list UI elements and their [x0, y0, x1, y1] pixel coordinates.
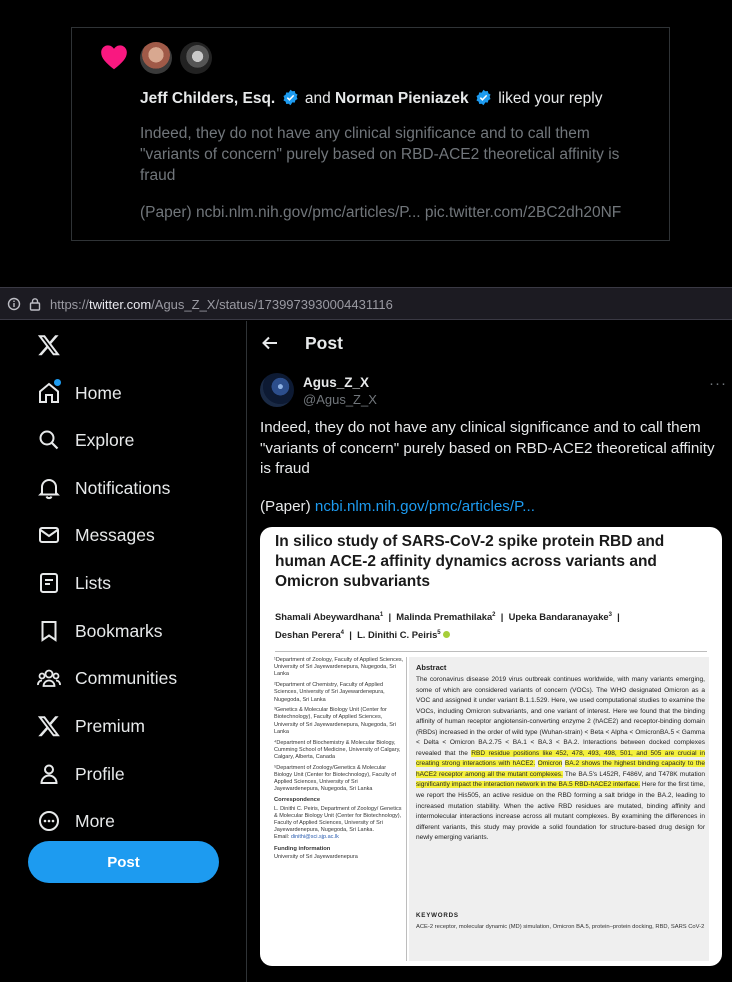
- list-icon: [36, 570, 62, 596]
- avatar[interactable]: [140, 42, 172, 74]
- sidebar-item-label: More: [75, 810, 115, 831]
- author-sup: 2: [492, 612, 496, 618]
- abstract-highlight: BA.2 shows the highest binding capacity to the hACE2 receptor among all the mutant complexes.: [416, 760, 705, 778]
- author-sup: 3: [608, 612, 612, 618]
- url-host: twitter.com: [89, 297, 152, 312]
- page-info-icon[interactable]: [7, 297, 21, 311]
- avatar[interactable]: [180, 42, 212, 74]
- abstract-highlight: RBD residue positions like 452, 478, 493, 498, 501, and 505 are crucial in creating strong interactions with hACE2.: [416, 749, 706, 768]
- abstract-segment: The BA.5's L452R, F486V, and T478K mutation: [562, 770, 705, 778]
- avatar[interactable]: [260, 373, 294, 407]
- email-link: dinithi@sci.sjp.ac.lk: [290, 834, 339, 841]
- x-logo-icon[interactable]: [37, 333, 61, 357]
- verified-badge-icon: [282, 89, 299, 106]
- paper-affiliations: [274, 657, 404, 865]
- people-icon: [36, 665, 62, 691]
- abstract-highlight: significantly impact the interaction network in the BA.5 RBD-hACE2 interface.: [416, 781, 641, 789]
- more-circle-icon: [36, 808, 62, 834]
- link-prefix: (Paper): [260, 498, 311, 515]
- sidebar-item-label: Home: [75, 382, 122, 403]
- author-name[interactable]: Agus_Z_X: [303, 375, 370, 390]
- paper-title: In silico study of SARS-CoV-2 spike protein RBD and human ACE-2 affinity dynamics across variants and Omicron subvariants: [275, 533, 665, 590]
- funding-text: University of Sri Jayewardenepura: [274, 853, 358, 860]
- affiliation: ⁵Department of Zoology/Genetics & Molecular Biology Unit (Center for Biotechnology), Faculty of Applied Sciences, University of Sri Jayewardenepura, Nugegoda, Sri Lanka: [274, 764, 396, 793]
- author-name: L. Dinithi C. Peiris: [357, 629, 438, 641]
- sidebar-item-lists[interactable]: [28, 561, 238, 605]
- x-logo-icon: [36, 713, 62, 739]
- like-notification-card[interactable]: [71, 27, 670, 241]
- sidebar-item-label: Messages: [75, 524, 155, 545]
- sidebar-item-label: Notifications: [75, 477, 171, 498]
- url-text[interactable]: [50, 297, 393, 312]
- sidebar-item-explore[interactable]: [28, 418, 238, 462]
- paper-link[interactable]: ncbi.nlm.nih.gov/pmc/articles/P...: [314, 498, 535, 515]
- author-name: Shamali Abeywardhana: [275, 611, 380, 623]
- sidebar-item-label: Bookmarks: [75, 620, 163, 641]
- correspondence-heading: Correspondence: [274, 797, 321, 804]
- sidebar-item-profile[interactable]: [28, 752, 238, 796]
- author-name: Upeka Bandaranayake: [508, 611, 609, 623]
- affiliation: ³Genetics & Molecular Biology Unit (Center for Biotechnology), Faculty of Applied Sciences, University of Sri Jayewardenepura, Nugegoda, Sri Lanka: [274, 707, 396, 735]
- url-scheme: https://: [50, 297, 90, 312]
- sidebar-item-label: Explore: [75, 429, 135, 450]
- abstract-highlight: Omicron: [537, 760, 563, 768]
- affiliation: ⁴Department of Biochemistry & Molecular Biology, Cumming School of Medicine, University of Calgary, Calgary, Alberta, Canada: [274, 739, 401, 760]
- abstract-heading: Abstract: [416, 663, 447, 672]
- keywords-text: ACE-2 receptor, molecular dynamic (MD) simulation, Omicron BA.5, protein–protein docking, RBD, SARS CoV-2: [416, 924, 705, 930]
- sidebar-item-more[interactable]: [28, 799, 238, 843]
- post-image-paper[interactable]: [260, 527, 722, 966]
- envelope-icon: [36, 522, 62, 548]
- reply-text: Indeed, they do not have any clinical significance and to call them "variants of concern" purely based on RBD-ACE2 theoretical affinity is fraud: [140, 125, 620, 184]
- search-icon: [36, 427, 62, 453]
- sidebar-item-messages[interactable]: [28, 513, 238, 557]
- divider: [275, 651, 707, 652]
- affiliation: ²Department of Chemistry, Faculty of Applied Sciences, University of Sri Jayewardenepura, Nugegoda, Sri Lanka: [274, 682, 385, 703]
- keywords-heading: KEYWORDS: [416, 912, 459, 919]
- abstract-box: [409, 657, 709, 961]
- connector-text: and: [304, 90, 331, 107]
- sidebar-item-premium[interactable]: [28, 704, 238, 748]
- reply-link[interactable]: (Paper) ncbi.nlm.nih.gov/pmc/articles/P... pic.twitter.com/2BC2dh20NF: [140, 204, 622, 221]
- liker-name[interactable]: Jeff Childers, Esq.: [140, 90, 276, 107]
- liked-summary: [140, 89, 602, 108]
- verified-badge-icon: [475, 89, 492, 106]
- liker-name[interactable]: Norman Pieniazek: [335, 90, 469, 107]
- sidebar-item-bookmarks[interactable]: [28, 609, 238, 653]
- paper-authors: Shamali Abeywardhana$^1$ | Malinda Premathilaka$^2$ | Upeka Bandaranayake$^3$ | Deshan Perera$^4$ | L. Dinithi C. Peiris$^5$: [275, 611, 620, 641]
- sidebar-item-label: Lists: [75, 572, 111, 593]
- sidebar-item-label: Premium: [75, 715, 146, 736]
- notification-dot: [54, 379, 61, 386]
- author-name: Deshan Perera: [275, 629, 341, 641]
- sidebar-item-communities[interactable]: [28, 656, 238, 700]
- more-options-icon[interactable]: ···: [709, 375, 727, 392]
- lock-icon[interactable]: [28, 297, 42, 311]
- person-icon: [36, 761, 62, 787]
- heart-icon: [100, 44, 128, 70]
- action-text: liked your reply: [498, 90, 603, 107]
- abstract-segment: The coronavirus disease 2019 virus outbreak continues worldwide, with many variants emerging, some of which are considered variants of concern (VOCs). The WHO designated Omicron as a VOC and assigned it under variant B.1.1.529. Here, we used computational studies to examine the VOCs, including Omicron subvariants, and one variant of interest. Here we found that the binding affinity of human receptor angiotensin-converting enzyme 2 (hACE2) and receptor-binding domain (RBDs) increased in the order of wild type (Wuhan-strain) < Beta < Alpha < OmicronBA.5 < Gamma < Delta < Omicron BA.2.75 < BA.1 < BA.3 < BA.2. Interactions between docked complexes revealed that the: [416, 676, 705, 757]
- correspondence-text: L. Dinithi C. Peiris, Department of Zoology/ Genetics & Molecular Biology Unit (Center for Biotechnology), Faculty of Applied Sciences, University of Sri Jayewardenepura, Nugegoda, Sri Lanka.: [274, 805, 402, 834]
- url-path: /Agus_Z_X/status/1739973930004431116: [151, 297, 393, 312]
- author-handle[interactable]: @Agus_Z_X: [303, 392, 377, 407]
- author-sup: 1: [379, 612, 384, 618]
- author-sup: 4: [340, 630, 345, 637]
- home-icon: [36, 380, 62, 406]
- back-arrow-icon[interactable]: [261, 334, 279, 352]
- post-link-line: [260, 498, 535, 515]
- bell-icon: [36, 475, 62, 501]
- bookmark-icon: [36, 618, 62, 644]
- abstract-text: [416, 675, 705, 844]
- sidebar-item-notifications[interactable]: [28, 466, 238, 510]
- post-text: Indeed, they do not have any clinical significance and to call them "variants of concern" purely based on RBD-ACE2 theoretical affinity is fraud: [260, 419, 715, 477]
- email-label: Email:: [274, 834, 290, 841]
- divider: [406, 657, 407, 961]
- post-button[interactable]: Post: [28, 841, 219, 883]
- funding-heading: Funding information: [274, 845, 331, 852]
- author-name: Malinda Premathilaka: [396, 611, 493, 623]
- browser-url-bar[interactable]: [0, 287, 732, 320]
- abstract-segment: Here for the first time, we report the His505, an active residue on the RBD forming a salt bridge in the BA.2, leading to increased mutation stability. When the active RBD residues are mutated, binding affinity and intermolecular interactions increase across all mutant complexes. By examining the differences in different variants, this study may provide a solid foundation for structure-based drug design for newly emerging variants.: [416, 781, 705, 842]
- sidebar-item-home[interactable]: [28, 371, 238, 415]
- author-sup: 5: [437, 630, 441, 637]
- page-title: Post: [305, 333, 343, 353]
- sidebar-item-label: Communities: [75, 667, 178, 688]
- email-line: [274, 834, 404, 841]
- affiliation: ¹Department of Zoology, Faculty of Applied Sciences, University of Sri Jayewardenepura, Nugegoda, Sri Lanka: [274, 657, 404, 678]
- sidebar-item-label: Profile: [75, 763, 125, 784]
- orcid-icon: [443, 631, 450, 638]
